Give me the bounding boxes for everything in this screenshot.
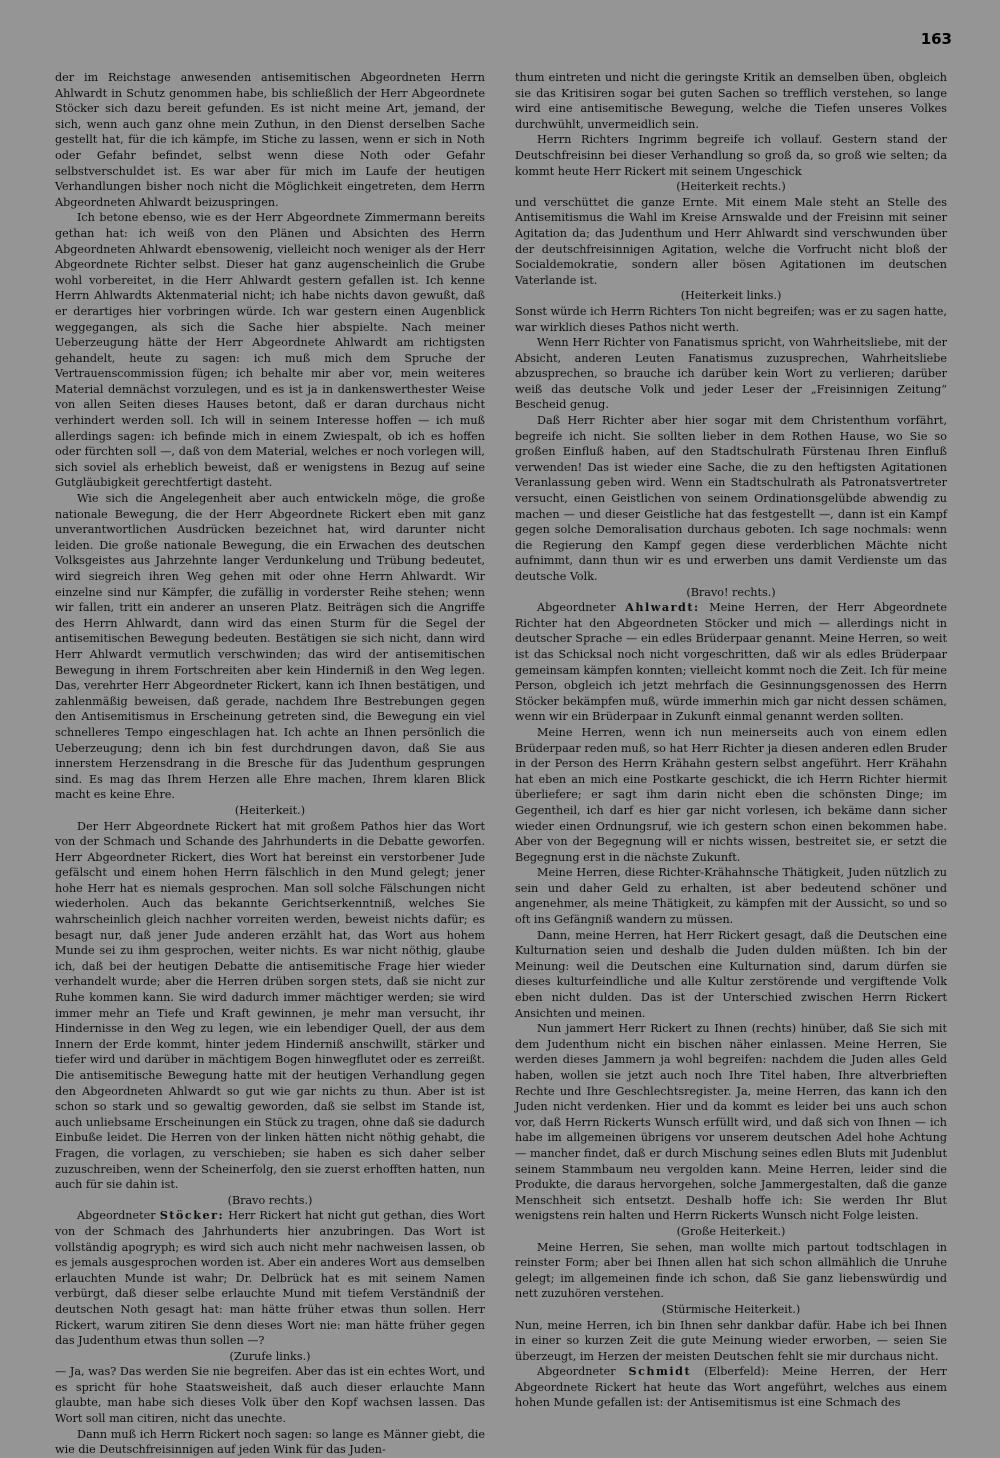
speaker-paragraph — [55, 1208, 485, 1348]
speaker-title: Abgeordneter — [537, 601, 626, 615]
body-paragraph: der im Reichstage anwesenden antisemitischen Abgeordneten Herrn Ahlwardt in Schutz genommen habe, bis schließlich der Herr Abgeordnete Stöcker sich dazu bereit gefunden. Es ist nicht meine Art, jemand, der sich, wenn auch ganz ohne mein Zuthun, in den Dienst derselben Sache gestellt hat, für die ich kämpfe, im Stiche zu lassen, wenn er sich in Noth oder Gefahr befindet, selbst wenn diese Noth oder Gefahr selbstverschuldet ist. Es war aber für mich im Laufe der heutigen Verhandlungen bisher noch nicht die Möglichkeit eingetreten, dem Herrn Abgeordneten Ahlwardt beizuspringen. — [55, 71, 485, 209]
speaker-paragraph — [515, 600, 947, 725]
page-number: 163 — [920, 30, 952, 48]
left-column — [55, 70, 485, 1457]
speaker-paragraph — [515, 1364, 947, 1411]
body-paragraph: und verschüttet die ganze Ernte. Mit einem Male steht an Stelle des Antisemitismus die Wahl im Kreise Arnswalde und der Freisinn mit seiner Agitation da; das Judenthum und Herr Ahlwardt sind verschwunden über der deutschfreisinnigen Agitation, welche die Vorfrucht nicht bloß der Socialdemokratie, sondern aller bösen Agitationen im deutschen Vaterlande ist. — [515, 195, 947, 287]
body-paragraph: Herrn Richters Ingrimm begreife ich vollauf. Gestern stand der Deutschfreisinn bei dieser Verhandlung so groß da, so groß wie selten; da kommt heute Herr Rickert mit seinem Ungeschick — [515, 133, 947, 178]
interjection: (Heiterkeit.) — [234, 803, 306, 817]
body-paragraph: Nun, meine Herren, ich bin Ihnen sehr dankbar dafür. Habe ich bei Ihnen in einer so kurzen Zeit die gute Meinung wieder erworben, — seien Sie überzeugt, im Herzen der meisten Deutschen fehlt sie mir durchaus nicht. — [515, 1318, 947, 1363]
body-paragraph: Ich betone ebenso, wie es der Herr Abgeordnete Zimmermann bereits gethan hat: ich weiß von den Plänen und Absichten des Herrn Abgeordneten Ahlwardt ebensowenig, vielleicht noch weniger als der Herr Abgeordnete Richter selbst. Dieser hat ganz augenscheinlich die Grube wohl vorbereitet, in die Herr Ahlwardt gestern gefallen ist. Ich kenne Herrn Ahlwardts Aktenmaterial nicht; ich habe nichts davon gewußt, daß er derartiges hier vorbringen würde. Ich war gestern einen Augenblick weggegangen, als sich die Sache hier abspielte. Nach meiner Ueberzeugung hätte der Herr Abgeordnete Ahlwardt am richtigsten gehandelt, heute zu sagen: ich muß mich dem Spruche der Vertrauenscommission fügen; ich behalte mir aber vor, mein weiteres Material demnächst vorzulegen, und es ist ja in dankenswerthester Weise von allen Seiten dieses Hauses betont, daß er daran durchaus nicht verhindert werden soll. Ich will in seinem Interesse hoffen — ich muß allerdings sagen: ich befinde mich in einem Zwiespalt, ob ich es hoffen oder fürchten soll —, daß von dem Material, welches er noch vorlegen will, sich soviel als erheblich beweist, daß er wenigstens in Bezug auf seine Gutgläubigkeit gerechtfertigt dasteht. — [55, 211, 485, 490]
body-paragraph: Sonst würde ich Herrn Richters Ton nicht begreifen; was er zu sagen hatte, war wirklich dieses Pathos nicht werth. — [515, 304, 947, 334]
interjection: (Bravo rechts.) — [227, 1193, 313, 1207]
speech-text: Meine Herren, der Herr Abgeordnete Richter hat den Abgeordneten Stöcker und mich — allerdings nicht in deutscher Sprache — ein edles Brüderpaar genannt. Meine Herren, so weit ist das Schicksal noch nicht vorgeschritten, daß wir als edles Brüderpaar gemeinsam kämpfen konnten; vielleicht kommt noch die Zeit. Ich für meine Person, obgleich ich jetzt mehrfach die Gesinnungsgenossen des Herrn Stöcker bekämpfen muß, würde immerhin mich gar nicht dessen schämen, wenn wir ein Brüderpaar in Zukunft einmal genannt werden sollten. — [515, 601, 947, 724]
speaker-name: Ahlwardt: — [625, 600, 700, 615]
interjection: (Bravo! rechts.) — [686, 585, 776, 599]
body-paragraph: Dann, meine Herren, hat Herr Rickert gesagt, daß die Deutschen eine Kulturnation seien und deshalb die Juden dulden müßten. Ich bin der Meinung: weil die Deutschen eine Kulturnation sind, darum dürfen sie dieses kulturfeindliche und alle Kultur zerstörende und vergiftende Volk eben nicht dulden. Das ist der Unterschied zwischen Herrn Rickert Ansichten und meinen. — [515, 928, 947, 1020]
body-paragraph: Meine Herren, wenn ich nun meinerseits auch von einem edlen Brüderpaar reden muß, so hat Herr Richter ja diesen anderen edlen Bruder in der Person des Herrn Krähahn gestern selbst angeführt. Herr Krähahn hat eben an mich eine Postkarte geschickt, die ich Herrn Richter hiermit überliefere; er sagt ihm darin nicht eben die schönsten Dinge; im Gegentheil, ich darf es hier gar nicht vorlesen, ich bekäme dann sicher wieder einen Ordnungsruf, wie ich gestern schon einen bekommen habe. Aber von der Begegnung will er nichts wissen, bestreitet sie, er setzt die Begegnung erst in die nächste Zukunft. — [515, 725, 947, 864]
interjection: (Zurufe links.) — [229, 1349, 311, 1363]
speaker-title: Abgeordneter — [77, 1209, 160, 1223]
body-paragraph: Daß Herr Richter aber hier sogar mit dem Christenthum vorfährt, begreife ich nicht. Sie sollten lieber in dem Rothen Hause, wo Sie so großen Einfluß haben, auf den Stadtschulrath Fürstenau Ihren Einfluß verwenden! Das ist wieder eine Sache, die zu den heftigsten Agitationen Veranlassung geben wird. Wenn ein Stadtschulrath als Patronatsvertreter versucht, einen Geistlichen von seinem Ordinationsgelübde abwendig zu machen — und dieser Geistliche hat das festgestellt —, dann ist ein Kampf gegen solche Demoralisation durchaus geboten. Ich sage nochmals: wenn die Regierung den Kampf gegen diese verderblichen Mächte nicht aufnimmt, dann thun wir es und erwerben uns damit Verdienste um das deutsche Volk. — [515, 414, 947, 583]
body-paragraph: Meine Herren, Sie sehen, man wollte mich partout todtschlagen in reinster Form; aber bei Ihnen allen hat sich schon allmählich die Unruhe gelegt; im allgemeinen finde ich schon, daß Sie ganz liebenswürdig und nett zuzuhören verstehen. — [515, 1240, 947, 1301]
body-paragraph: Dann muß ich Herrn Rickert noch sagen: so lange es Männer giebt, die wie die Deutschfreisinnigen auf jeden Wink für das Juden- — [55, 1427, 485, 1457]
right-column — [515, 70, 947, 1410]
body-paragraph: Meine Herren, diese Richter-Krähahnsche Thätigkeit, Juden nützlich zu sein und daher Geld zu erhalten, ist aber bedeutend schöner und angenehmer, als meine Thätigkeit, zu kämpfen mit der Aussicht, so und so oft ins Gefängniß wandern zu müssen. — [515, 866, 947, 927]
speaker-title: Abgeordneter — [537, 1365, 629, 1379]
body-paragraph: — Ja, was? Das werden Sie nie begreifen. Aber das ist ein echtes Wort, und es spricht für hohe Staatsweisheit, daß auch dieser erlauchte Mann glaubte, man habe sich dieses Volk über den Kopf wachsen lassen. Das Wort soll man citiren, nicht das unechte. — [55, 1365, 485, 1426]
body-paragraph: Nun jammert Herr Rickert zu Ihnen (rechts) hinüber, daß Sie sich mit dem Judenthum nicht ein bischen näher einlassen. Meine Herren, Sie werden dieses Jammern ja wohl begreifen: nachdem die Juden alles Geld haben, wollen sie jetzt auch noch Ihre Titel haben, Ihre altverbrieften Rechte und Ihre Geschlechtsregister. Ja, meine Herren, das kann ich den Juden nicht verdenken. Hier und da kommt es leider bei uns auch schon vor, daß Herrn Rickerts Wunsch erfüllt wird, und daß sich von Ihnen — ich habe im allgemeinen übrigens vor unserem deutschen Adel hohe Achtung — mancher findet, daß er durch Mischung seines edlen Bluts mit Judenblut seinem Stammbaum neu vergolden kann. Meine Herren, leider sind die Produkte, die daraus hervorgehen, solche Jammergestalten, daß die ganze Menschheit sich entsetzt. Deshalb hoffe ich: Sie werden Ihr Blut wenigstens rein halten und Herrn Rickerts Wunsch nicht Folge leisten. — [515, 1022, 947, 1223]
body-paragraph: Der Herr Abgeordnete Rickert hat mit großem Pathos hier das Wort von der Schmach und Schande des Jahrhunderts in die Debatte geworfen. Herr Abgeordneter Rickert, dies Wort hat bereinst ein verstorbener Jude gefälscht und einem hohen Herrn fälschlich in den Mund gelegt; jener hohe Herr hat es niemals gesprochen. Man soll solche Fälschungen nicht wiederholen. Auch das bekannte Gerichtserkenntniß, welches Sie wahrscheinlich gleich nachher vorreiten werden, beweist nichts dafür; es besagt nur, daß jener Jude anderen erzählt hat, das Wort aus hohem Munde sei zu ihm gesprochen, weiter nichts. Es war nicht nöthig, glaube ich, daß bei der heutigen Debatte die antisemitische Frage hier wieder verhandelt wurde; aber die Herren drüben sorgen stets, daß sie nicht zur Ruhe kommen kann. Sie wird dadurch immer mächtiger werden; sie wird immer mehr an Tiefe und Kraft gewinnen, je mehr man versucht, ihr Hindernisse in den Weg zu legen, wie ein lebendiger Quell, der aus dem Innern der Erde kommt, hinter jedem Hinderniß anschwillt, stärker und tiefer wird und darüber in mächtigem Bogen hinwegflutet oder es zerreißt. Die antisemitische Bewegung hatte mit der heutigen Verhandlung gegen den Abgeordneten Ahlwardt so gut wie gar nichts zu thun. Aber ist ist schon so stark und so gewaltig geworden, daß sie selbst im Stande ist, auch unliebsame Erscheinungen ein Stück zu tragen, ohne daß sie dadurch Einbuße leidet. Die Herren von der linken hätten nicht nöthig gehabt, die Fragen, die vorlagen, zu verschieben; sie haben es sich daher selber zuzuschreiben, wenn der Scheinerfolg, den sie zuerst erhofften hatten, nun auch für sie dahin ist. — [55, 819, 485, 1192]
body-paragraph: Wenn Herr Richter von Fanatismus spricht, von Wahrheitsliebe, mit der Absicht, anderen Leuten Fanatismus zuzusprechen, Wahrheitsliebe abzusprechen, so brauche ich darüber kein Wort zu verlieren; darüber weiß das deutsche Volk und jeder Leser der „Freisinnigen Zeitung“ Bescheid genug. — [515, 336, 947, 412]
body-paragraph: thum eintreten und nicht die geringste Kritik an demselben üben, obgleich sie das Kritisiren sogar bei guten Sachen so trefflich verstehen, so lange wird eine antisemitische Bewegung, welche die Tiefen unseres Volkes durchwühlt, unvermeidlich sein. — [515, 71, 947, 131]
speaker-name: Stöcker: — [159, 1208, 225, 1223]
interjection: (Heiterkeit links.) — [680, 289, 782, 303]
interjection: (Stürmische Heiterkeit.) — [661, 1302, 801, 1316]
interjection: (Große Heiterkeit.) — [676, 1224, 786, 1238]
speech-text: (Elberfeld): Meine Herren, der Herr Abgeordnete Rickert hat heute das Wort angeführt, welches aus einem hohen Munde gefallen ist: der Antisemitismus ist eine Schmach des — [515, 1365, 947, 1410]
speech-text: Herr Rickert hat nicht gut gethan, dies Wort von der Schmach des Jahrhunderts hier anzubringen. Das Wort ist vollständig apogryph; es wird sich auch nicht mehr nachweisen lassen, ob es jemals ausgesprochen worden ist. Aber ein anderes Wort aus demselben erlauchten Munde ist wahr; Dr. Delbrück hat es mit seinem Namen verbürgt, daß dieser selbe erlauchte Mund mit tiefem Verständniß der deutschen Noth gesagt hat: man hätte früher etwas thun sollen. Herr Rickert, warum zitiren Sie denn dieses Wort nie: man hätte früher gegen das Judenthum etwas thun sollen —? — [55, 1209, 485, 1348]
interjection: (Heiterkeit rechts.) — [676, 180, 786, 194]
body-paragraph: Wie sich die Angelegenheit aber auch entwickeln möge, die große nationale Bewegung, die der Herr Abgeordnete Rickert eben mit ganz unverantwortlichen Ausdrücken bezeichnet hat, wird darunter nicht leiden. Die große nationale Bewegung, die ein Erwachen des deutschen Volksgeistes aus Jahrzehnte langer Verdunkelung und Trübung bedeutet, wird siegreich ihren Weg gehen mit oder ohne Herrn Ahlwardt. Wir einzelne sind nur Kämpfer, die zufällig in vorderster Reihe stehen; wenn wir fallen, tritt ein anderer an unseren Platz. Beiträgen sich die Angriffe des Herrn Ahlwardt, dann wird das einen Sturm für die Segel der antisemitischen Bewegung bedeuten. Bestätigen sie sich nicht, dann wird Herr Ahlwardt vermutlich verschwinden; das wird der antisemitischen Bewegung in ihrem Fortschreiten aber kein Hinderniß in den Weg legen. Das, verehrter Herr Abgeordneter Rickert, kann ich Ihnen bestätigen, und zahlenmäßig beweisen, daß gerade, nachdem Ihre Bestrebungen gegen den Antisemitismus in Erscheinung getreten sind, die Bewegung ein viel schnelleres Tempo eingeschlagen hat. Ich achte an Ihnen persönlich die Ueberzeugung; denn ich bin fest durchdrungen davon, daß Sie aus innerstem Herzensdrang in die Bresche für das Judenthum gesprungen sind. Es mag das Ihrem Herzen alle Ehre machen, Ihrem klaren Blick macht es keine Ehre. — [55, 492, 485, 802]
speaker-name: Schmidt — [628, 1364, 692, 1379]
